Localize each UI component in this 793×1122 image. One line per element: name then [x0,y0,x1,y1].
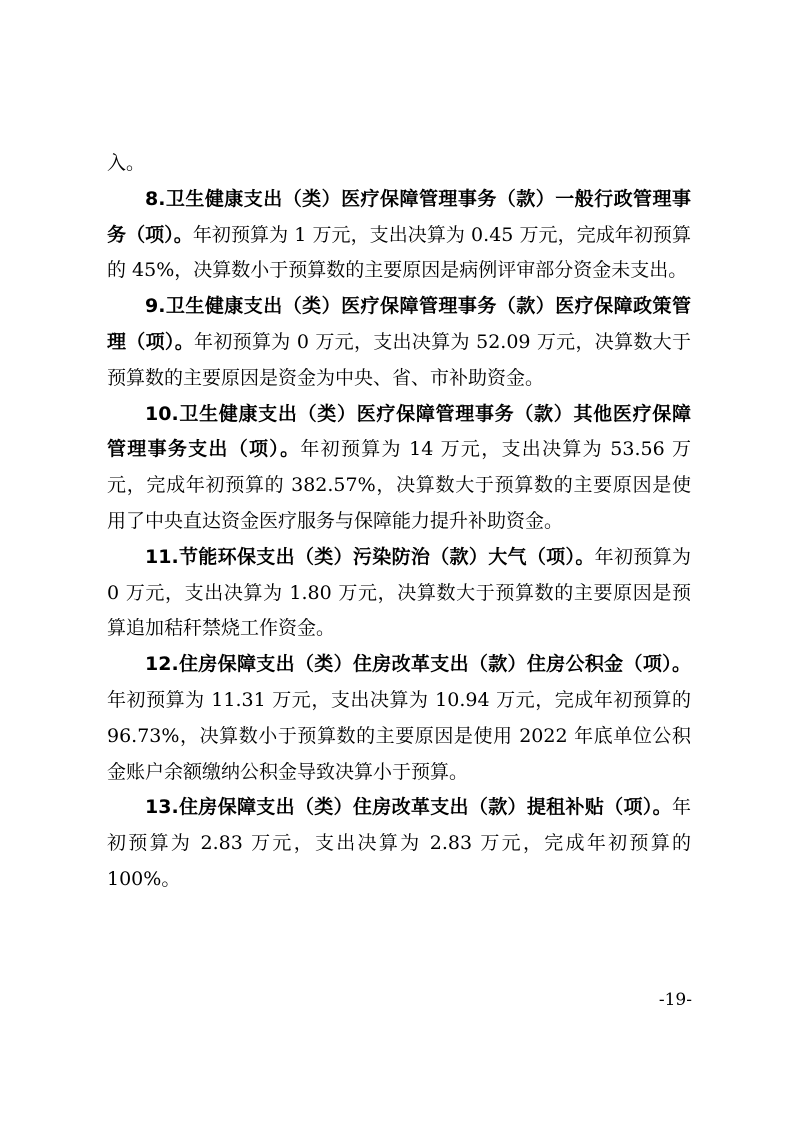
paragraph-heading: 8.卫生健康支出（类）医疗保障管理事务（款）一般行政管理事务（项）。 [107,187,691,246]
paragraph-heading: 12.住房保障支出（类）住房改革支出（款）住房公积金（项）。 [145,653,691,676]
paragraph-body: 年初预算为 11.31 万元，支出决算为 10.94 万元，完成年初预算的 96.73%，决算数小于预算数的主要原因是使用 2022 年底单位公积金账户余额缴纳公积金导致决算小于预算。 [107,688,691,783]
paragraph-body: 年初预算为 0 万元，支出决算为 1.80 万元，决算数大于预算数的主要原因是预算追加秸秆禁烧工作资金。 [107,545,691,640]
paragraph-item-11 [107,540,691,647]
paragraph-heading: 10.卫生健康支出（类）医疗保障管理事务（款）其他医疗保障管理事务支出（项）。 [107,402,691,461]
document-body [107,146,691,898]
paragraph-heading: 11.节能环保支出（类）污染防治（款）大气（项）。 [145,545,595,568]
paragraph-item-13 [107,790,691,897]
paragraph-body: 年初预算为 2.83 万元，支出决算为 2.83 万元，完成年初预算的 100%。 [107,796,691,890]
paragraph-body: 年初预算为 1 万元，支出决算为 0.45 万元，完成年初预算的 45%，决算数小于预算数的主要原因是病例评审部分资金未支出。 [107,223,691,282]
paragraph-body: 年初预算为 14 万元，支出决算为 53.56 万元，完成年初预算的 382.57%，决算数大于预算数的主要原因是使用了中央直达资金医疗服务与保障能力提升补助资金。 [107,438,691,532]
paragraph-item-12 [107,647,691,790]
paragraph-item-10 [107,397,691,540]
paragraph-item-8 [107,182,691,289]
paragraph-body: 年初预算为 0 万元，支出决算为 52.09 万元，决算数大于预算数的主要原因是资金为中央、省、市补助资金。 [107,330,691,389]
paragraph-item-9 [107,289,691,396]
paragraph-heading: 9.卫生健康支出（类）医疗保障管理事务（款）医疗保障政策管理（项）。 [107,295,691,353]
page-number: -19- [658,990,692,1010]
continuation-text: 入。 [107,152,146,174]
paragraph-heading: 13.住房保障支出（类）住房改革支出（款）提租补贴（项）。 [145,796,672,819]
